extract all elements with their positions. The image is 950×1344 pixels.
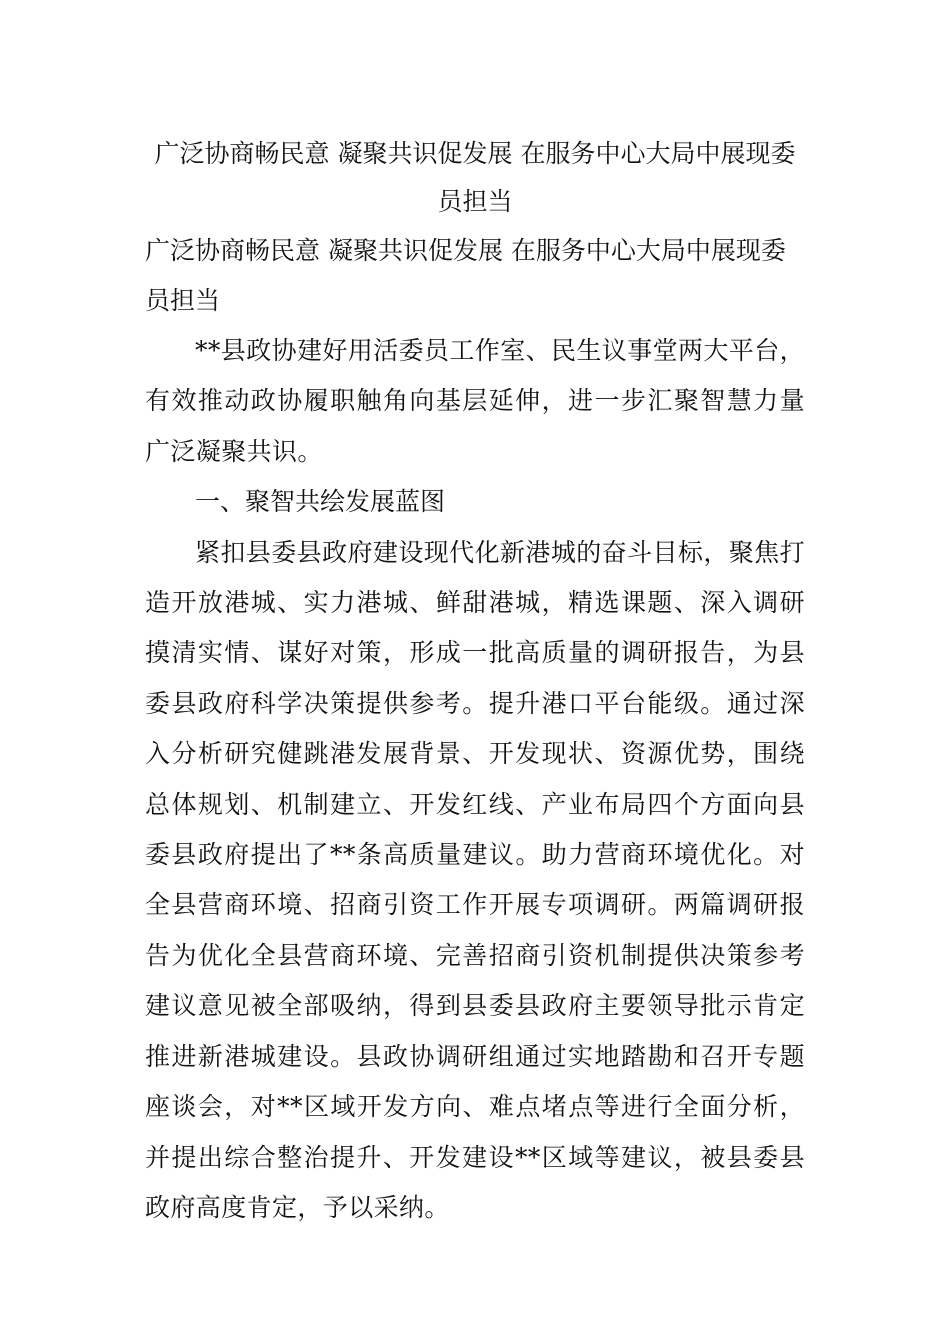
document-title: 广泛协商畅民意 凝聚共识促发展 在服务中心大局中展现委员担当	[154, 139, 796, 216]
intro-paragraph: **县政协建好用活委员工作室、民生议事堂两大平台，有效推动政协履职触角向基层延伸，进一步汇聚智慧力量广泛凝聚共识。	[145, 336, 806, 466]
section-heading: 一、聚智共绘发展蓝图	[195, 487, 446, 517]
section-body-paragraph: 紧扣县委县政府建设现代化新港城的奋斗目标，聚焦打造开放港城、实力港城、鲜甜港城，精选课题、深入调研摸清实情、谋好对策，形成一批高质量的调研报告，为县委县政府科学决策提供参考。提升港口平台能级。通过深入分析研究健跳港发展背景、开发现状、资源优势，围绕总体规划、机制建立、开发红线、产业布局四个方面向县委县政府提出了**条高质量建议。助力营商环境优化。对全县营商环境、招商引资工作开展专项调研。两篇调研报告为优化全县营商环境、完善招商引资机制提供决策参考建议意见被全部吸纳，得到县委县政府主要领导批示肯定推进新港城建设。县政协调研组通过实地踏勘和召开专题座谈会，对**区域开发方向、难点堵点等进行全面分析，并提出综合整治提升、开发建设**区域等建议，被县委县政府高度肯定，予以采纳。	[145, 537, 805, 1222]
document-subtitle: 广泛协商畅民意 凝聚共识促发展 在服务中心大局中展现委员担当	[145, 236, 786, 315]
document-page	[145, 130, 805, 1233]
